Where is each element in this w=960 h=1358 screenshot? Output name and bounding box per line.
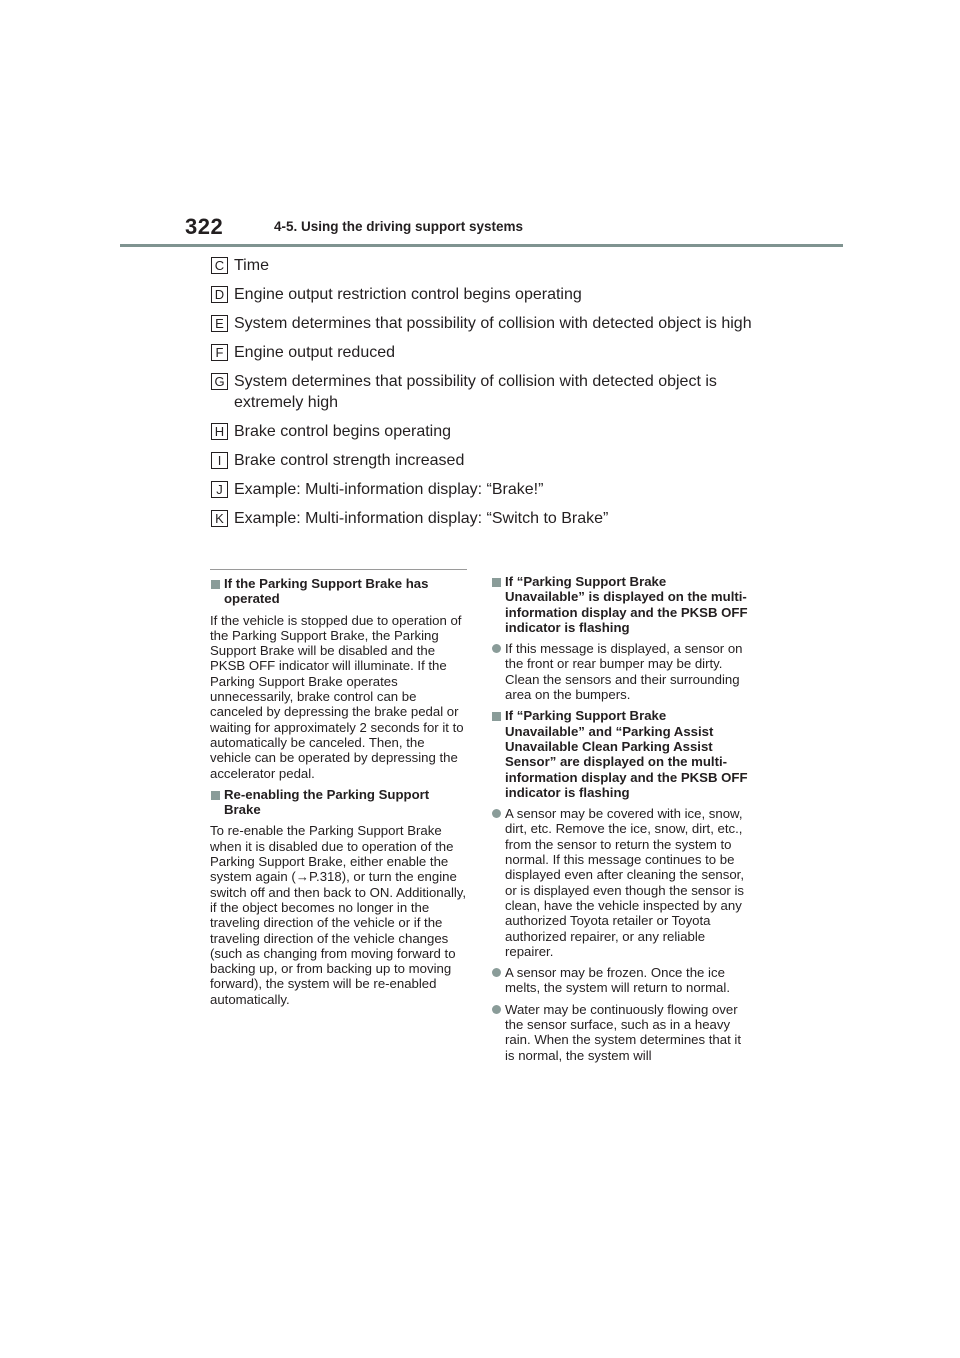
right-column	[491, 574, 748, 1069]
bullet-item	[491, 965, 748, 996]
legend-letter: I	[211, 452, 228, 469]
legend-item-f	[211, 342, 771, 363]
bullet-item	[491, 1002, 748, 1063]
bullet-dot-icon	[492, 968, 501, 977]
legend-text: Engine output reduced	[234, 344, 396, 361]
section-heading: If “Parking Support Brake Unavailable” and “Parking Assist Unavailable Clean Parking Assist Sensor” are displayed on the multi-information display and the PKSB OFF indicator is flashing	[491, 708, 748, 800]
legend-text: Brake control strength increased	[234, 452, 465, 469]
bullet-item	[491, 641, 748, 702]
body-paragraph: To re-enable the Parking Support Brake when it is disabled due to operation of the Parking Support Brake, either enable the system again (→P.318), or turn the engine switch off and then back to ON. Additionally, if the object becomes no longer in the traveling direction of the vehicle or if the traveling direction of the vehicle changes (such as changing from moving forward to backing up, or from backing up to moving forward), the system will be re-enabled automatically.	[210, 823, 467, 1007]
legend-item-d	[211, 284, 771, 305]
legend-item-k	[211, 508, 771, 529]
legend-item-g	[211, 371, 771, 413]
legend-letter: E	[211, 315, 228, 332]
legend-text: System determines that possibility of collision with detected object is high	[234, 315, 752, 332]
left-column	[210, 569, 467, 1013]
legend-letter: D	[211, 286, 228, 303]
legend-text: Example: Multi-information display: “Brake!”	[234, 481, 544, 498]
legend-text: Time	[234, 257, 269, 274]
legend-item-i	[211, 450, 771, 471]
bullet-dot-icon	[492, 1005, 501, 1014]
legend-letter: F	[211, 344, 228, 361]
legend-item-e	[211, 313, 771, 334]
legend-letter: H	[211, 423, 228, 440]
bullet-text: If this message is displayed, a sensor on the front or rear bumper may be dirty. Clean the sensors and their surrounding area on the bumpers.	[505, 641, 743, 703]
page-header	[185, 214, 845, 248]
section-title: 4-5. Using the driving support systems	[274, 219, 524, 234]
legend-letter: J	[211, 481, 228, 498]
legend-text: Example: Multi-information display: “Switch to Brake”	[234, 510, 609, 527]
bullet-dot-icon	[492, 644, 501, 653]
bullet-item	[491, 806, 748, 959]
section-heading: Re-enabling the Parking Support Brake	[210, 787, 467, 818]
legend-text: System determines that possibility of collision with detected object is extremely high	[234, 373, 717, 411]
legend-letter: C	[211, 257, 228, 274]
bullet-dot-icon	[492, 809, 501, 818]
legend-text: Engine output restriction control begins operating	[234, 286, 582, 303]
bullet-text: Water may be continuously flowing over the sensor surface, such as in a heavy rain. When the system determines that it is normal, the system will	[505, 1001, 742, 1063]
body-paragraph: If the vehicle is stopped due to operation of the Parking Support Brake, the Parking Support Brake will be disabled and the PKSB OFF indicator will illuminate. If the Parking Support Brake operates unnecessarily, brake control can be canceled by depressing the brake pedal or waiting for approximately 2 seconds for it to automatically be canceled. Then, the vehicle can be operated by depressing the accelerator pedal.	[210, 612, 464, 781]
legend-letter: K	[211, 510, 228, 527]
header-divider	[120, 244, 843, 247]
legend-item-h	[211, 421, 771, 442]
page-number: 322	[185, 214, 224, 239]
bullet-text: A sensor may be frozen. Once the ice melts, the system will return to normal.	[505, 965, 730, 996]
legend-text: Brake control begins operating	[234, 423, 452, 440]
bullet-text: A sensor may be covered with ice, snow, dirt, etc. Remove the ice, snow, dirt, etc., from the sensor to return the system to normal. If this message continues to be displayed even after cleaning the sensor, or is displayed even though the sensor is clean, have the vehicle inspected by any authorized Toyota retailer or Toyota authorized repairer, or any reliable repairer.	[505, 806, 744, 959]
section-heading: If “Parking Support Brake Unavailable” is displayed on the multi-information display and the PKSB OFF indicator is flashing	[491, 574, 748, 635]
section-heading: If the Parking Support Brake has operated	[210, 576, 467, 607]
figure-legend	[211, 255, 771, 537]
legend-item-c	[211, 255, 771, 276]
legend-item-j	[211, 479, 771, 500]
legend-letter: G	[211, 373, 228, 390]
